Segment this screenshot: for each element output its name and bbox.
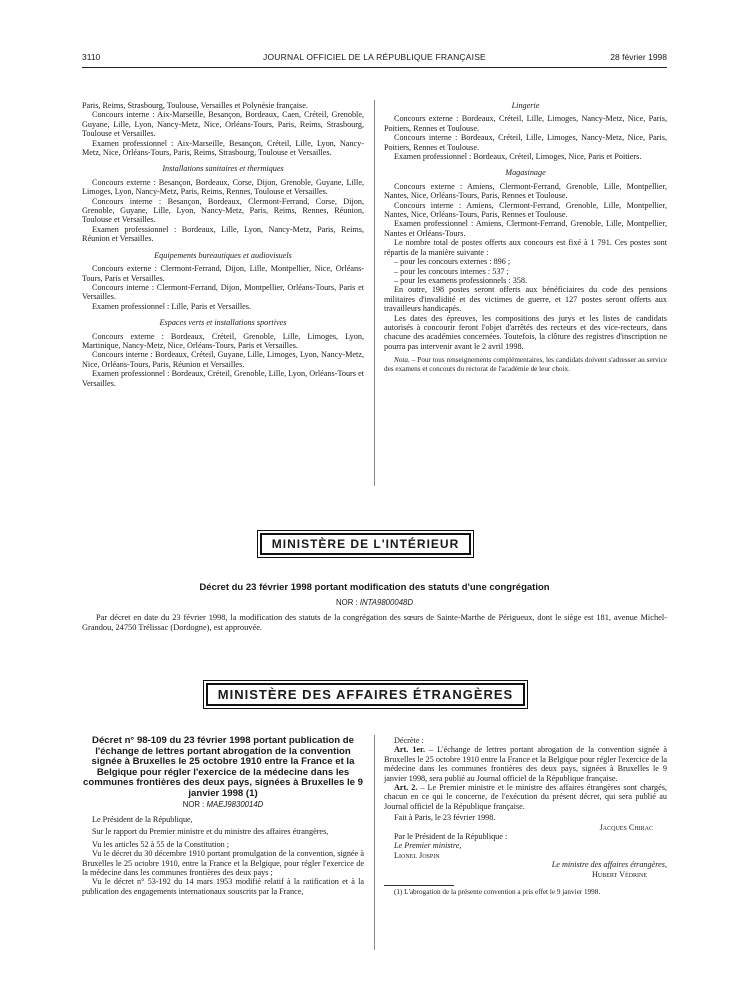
paragraph: Paris, Reims, Strasbourg, Toulouse, Versailles et Polynésie française.	[82, 101, 308, 110]
nota-text: – Pour tous renseignements complémentaires, les candidats doivent s'adresser au service des examens et concours du rectorat de l'académie de leur choix.	[384, 356, 667, 373]
signature-president: Jacques Chirac	[599, 822, 653, 832]
paragraph: Concours externe : Amiens, Clermont-Ferrand, Grenoble, Lille, Montpellier, Nantes, Nice, Orléans-Tours, Paris, Rennes et Toulouse.	[384, 181, 667, 201]
ministry-title: MINISTÈRE DE L'INTÉRIEUR	[260, 533, 472, 555]
nota-note	[384, 356, 667, 373]
nor-label: NOR :	[182, 799, 207, 809]
nor-reference	[82, 598, 667, 607]
left-column-top	[82, 101, 364, 388]
paragraph: Concours interne : Amiens, Clermont-Ferrand, Grenoble, Lille, Montpellier, Nantes, Nice, Orléans-Tours, Paris, Rennes et Toulouse.	[384, 200, 667, 220]
section-heading: Espaces verts et installations sportives	[159, 318, 287, 328]
paragraph: Examen professionnel : Aix-Marseille, Besançon, Créteil, Lille, Lyon, Nancy-Metz, Nice, Orléans-Tours, Paris, Reims, Strasbourg, Toulouse et Versailles.	[82, 138, 364, 158]
decree-body: Par décret en date du 23 février 1998, la modification des statuts de la congrégation des sœurs de Sainte-Marthe de Périgueux, dont le siège est 181, avenue Michel-Grandou, 24750 Trélissac (Dordogne), est approuvée.	[82, 613, 667, 632]
left-column-decree	[82, 736, 364, 896]
decree-title: Décret du 23 février 1998 portant modification des statuts d'une congrégation	[199, 582, 550, 593]
paragraph: Sur le rapport du Premier ministre et du ministre des affaires étrangères,	[92, 827, 329, 837]
column-divider	[374, 100, 375, 486]
paragraph: Examen professionnel : Amiens, Clermont-Ferrand, Grenoble, Lille, Montpellier, Nantes et Orléans-Tours.	[384, 219, 667, 238]
footnote: (1) L'abrogation de la présente convention a pris effet le 9 janvier 1998.	[394, 888, 601, 897]
article-label: Art. 1er.	[394, 745, 425, 755]
section-heading: Equipements bureautiques et audiovisuels	[154, 250, 292, 260]
paragraph: Concours interne : Bordeaux, Créteil, Guyane, Lille, Limoges, Lyon, Nancy-Metz, Nice, Orléans-Tours, Paris, Réunion et Versailles.	[82, 350, 364, 369]
nor-value: MAEJ9830014D	[206, 799, 264, 809]
paragraph: Examen professionnel : Lille, Paris et Versailles.	[92, 301, 252, 311]
paragraph: Vu les articles 52 à 55 de la Constitution ;	[92, 839, 230, 849]
article-1	[384, 745, 667, 783]
article-label: Art. 2.	[394, 783, 418, 793]
list-item: – pour les concours internes : 537 ;	[394, 266, 509, 276]
ministry-banner-interieur	[0, 533, 731, 555]
header-rule	[82, 67, 667, 68]
page-header	[82, 52, 667, 66]
place-date: Fait à Paris, le 23 février 1998.	[394, 813, 496, 823]
nor-reference	[82, 800, 364, 809]
right-column-decree	[384, 736, 667, 896]
article-2	[384, 783, 667, 811]
issue-date: 28 février 1998	[610, 52, 667, 62]
section-heading: Installations sanitaires et thermiques	[162, 164, 284, 174]
paragraph: Examen professionnel : Bordeaux, Créteil, Limoges, Nice, Paris et Poitiers.	[394, 152, 642, 162]
paragraph: Examen professionnel : Bordeaux, Lille, Lyon, Nancy-Metz, Paris, Reims, Réunion et Versailles.	[82, 224, 364, 244]
paragraph: Concours externe : Bordeaux, Créteil, Lille, Limoges, Nancy-Metz, Nice, Paris, Poitiers, Rennes et Toulouse.	[384, 114, 667, 133]
column-divider	[374, 735, 375, 950]
foreign-minister-title: Le ministre des affaires étrangères,	[551, 860, 667, 870]
nor-value: INTA9800048D	[359, 598, 413, 607]
paragraph: Concours interne : Besançon, Bordeaux, Clermont-Ferrand, Corse, Dijon, Grenoble, Guyane, Lille, Lyon, Nancy-Metz, Paris, Reims, Rennes, Réunion, Toulouse et Versailles.	[82, 196, 364, 225]
section-heading: Magasinage	[505, 168, 546, 178]
journal-title: JOURNAL OFFICIEL DE LA RÉPUBLIQUE FRANÇAISE	[263, 52, 486, 62]
paragraph: En outre, 198 postes seront offerts aux bénéficiaires du code des pensions militaires d'invalidité et des victimes de guerre, et 127 postes seront offerts aux travailleurs handicapés.	[384, 285, 667, 314]
list-item: – pour les examens professionnels : 358.	[394, 275, 528, 285]
paragraph: Examen professionnel : Bordeaux, Créteil, Grenoble, Lille, Lyon, Orléans-Tours et Versailles.	[82, 369, 364, 388]
article-text: – Le Premier ministre et le ministre des affaires étrangères sont chargés, chacun en ce qui le concerne, de l'exécution du présent décret, qui sera publié au Journal officiel de la République française.	[384, 783, 667, 811]
nor-label: NOR :	[336, 598, 360, 607]
paragraph: Le Président de la République,	[92, 814, 193, 824]
article-text: – L'échange de lettres portant abrogation de la convention signée à Bruxelles le 25 octobre 1910 entre la France et la Belgique pour régler l'exercice de la médecine dans les communes frontières des deux pays, signées à Bruxelles le 9 janvier 1998, sera publié au Journal officiel de la République française.	[384, 745, 667, 783]
paragraph: Concours externe : Bordeaux, Créteil, Grenoble, Lille, Limoges, Lyon, Martinique, Nancy-Metz, Nice, Orléans-Tours, Paris et Versailles.	[82, 331, 364, 350]
paragraph: Vu le décret du 30 décembre 1910 portant promulgation de la convention, signée à Bruxelles le 25 octobre 1910, entre la France et la Belgique, pour régler l'exercice de la médecine dans les communes frontières des deux pays ;	[82, 849, 364, 877]
signature-prime-minister: Lionel Jospin	[394, 850, 440, 860]
paragraph: Concours interne : Bordeaux, Créteil, Lille, Limoges, Nancy-Metz, Nice, Paris, Poitiers, Rennes et Toulouse.	[384, 133, 667, 152]
paragraph: Concours externe : Besançon, Bordeaux, Corse, Dijon, Grenoble, Guyane, Lille, Limoges, Lyon, Nancy-Metz, Paris, Reims, Rennes, Toulouse et Versailles.	[82, 177, 364, 197]
page-number: 3110	[82, 52, 101, 62]
right-column-top	[384, 101, 667, 373]
paragraph: Concours interne : Clermont-Ferrand, Dijon, Montpellier, Orléans-Tours, Paris et Versailles.	[82, 282, 364, 302]
paragraph: Concours externe : Clermont-Ferrand, Dijon, Lille, Montpellier, Nice, Orléans-Tours, Paris et Versailles.	[82, 264, 364, 283]
signature-foreign-minister: Hubert Védrine	[591, 869, 647, 879]
paragraph: Le nombre total de postes offerts aux concours est fixé à 1 791. Ces postes sont répartis de la manière suivante :	[384, 238, 667, 257]
prime-minister-title: Le Premier ministre,	[394, 841, 462, 851]
decree-title: Décret n° 98-109 du 23 février 1998 portant publication de l'échange de lettres portant abrogation de la convention signée à Bruxelles le 25 octobre 1910 entre la France et la Belgique pour régler l'exercice de la médecine dans les communes frontières des deux pays, signées à Bruxelles le 9 janvier 1998 (1)	[83, 735, 363, 799]
countersign-intro: Par le Président de la République :	[394, 832, 508, 842]
section-heading: Lingerie	[511, 101, 540, 110]
decrete-line: Décrète :	[394, 736, 424, 745]
footnote-rule	[384, 885, 454, 886]
nota-label: Nota.	[394, 356, 410, 365]
ministry-title: MINISTÈRE DES AFFAIRES ÉTRANGÈRES	[206, 683, 525, 706]
paragraph: Vu le décret n° 53-192 du 14 mars 1953 modifié relatif à la ratification et à la publication des engagements internationaux souscrits par la France,	[82, 877, 364, 896]
ministry-banner-affaires-etrangeres	[0, 683, 731, 706]
list-item: – pour les concours externes : 896 ;	[394, 257, 511, 267]
paragraph: Concours interne : Aix-Marseille, Besançon, Bordeaux, Caen, Créteil, Grenoble, Guyane, Lille, Lyon, Nancy-Metz, Nice, Orléans-Tours, Paris, Reims, Strasbourg, Toulouse et Versailles.	[82, 110, 364, 139]
paragraph: Les dates des épreuves, les compositions des jurys et les listes de candidats autorisés à concourir feront l'objet d'arrêtés des recteurs et des vice-recteurs, dans chacune des académies concernées. Toutefois, la clôture des registres d'inscription ne pourra pas intervenir avant le 2 avril 1998.	[384, 313, 667, 351]
